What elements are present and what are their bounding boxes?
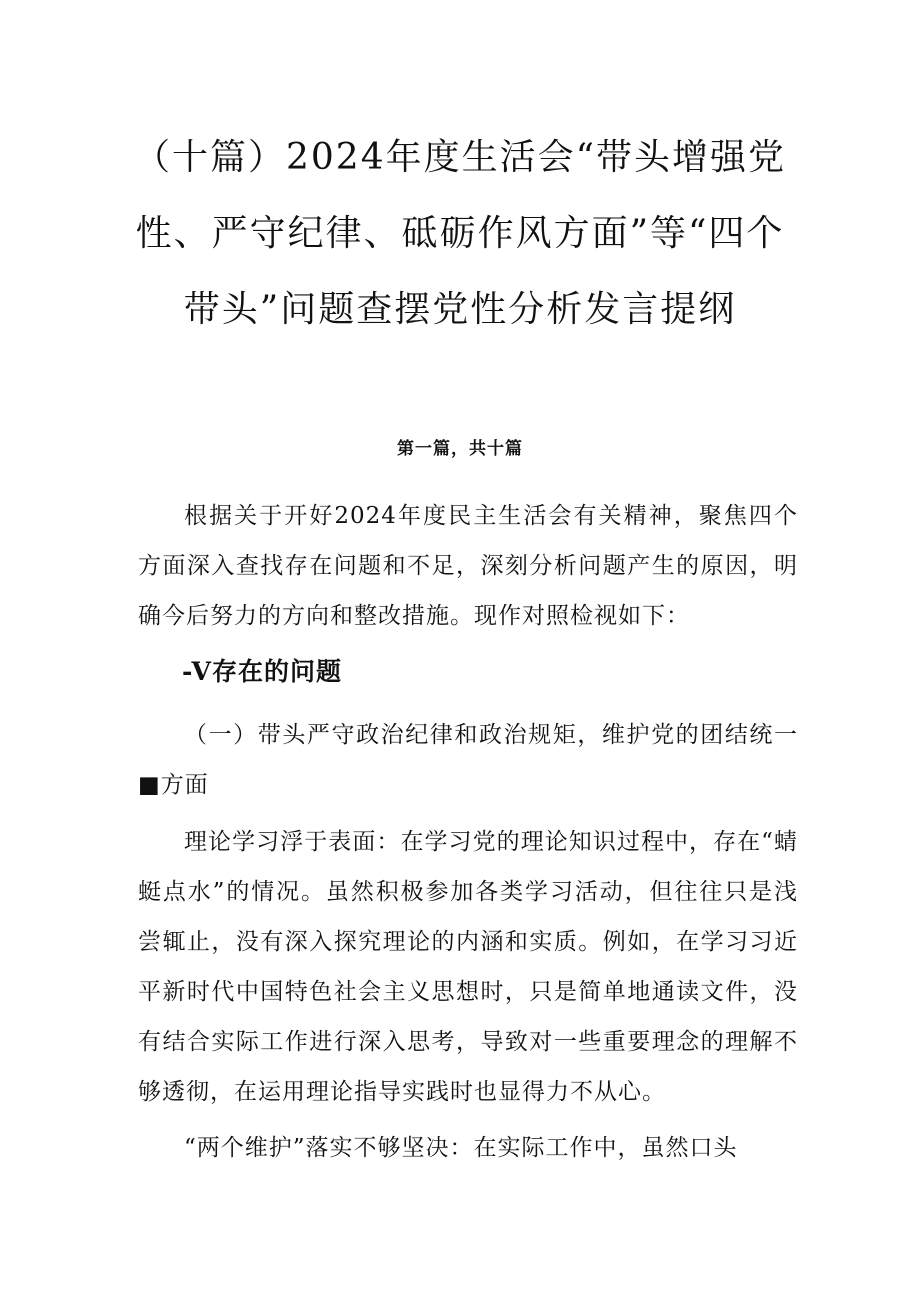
title-line-2: 性、严守纪律、砥砺作风方面”等“四个 (135, 213, 785, 254)
intro-paragraph: 根据关于开好2024年度民主生活会有关精神，聚焦四个方面深入查找存在问题和不足，深刻分析问题产生的原因，明确今后努力的方向和整改措施。现作对照检视如下： (138, 503, 798, 629)
body-paragraph-2: “两个维护”落实不够坚决：在实际工作中，虽然口头 (184, 1135, 738, 1161)
document-title (120, 120, 800, 348)
body-paragraph-1: 理论学习浮于表面：在学习党的理论知识过程中，存在“蜻蜓点水”的情况。虽然积极参加各类学习活动，但往往只是浅尝辄止，没有深入探究理论的内涵和实质。例如，在学习习近平新时代中国特色社会主义思想时，只是简单地通读文件，没有结合实际工作进行深入思考，导致对一些重要理念的理解不够透彻，在运用理论指导实践时也显得力不从心。 (138, 829, 798, 1105)
title-line-1: （十篇）2024年度生活会“带头增强党 (133, 137, 787, 178)
title-line-3: 带头”问题查摆党性分析发言提纲 (183, 289, 737, 330)
document-subtitle: 第一篇，共十篇 (397, 439, 523, 459)
section-heading: -V存在的问题 (182, 657, 342, 686)
subsection-heading: （一）带头严守政治纪律和政治规矩，维护党的团结统一■方面 (138, 722, 798, 798)
